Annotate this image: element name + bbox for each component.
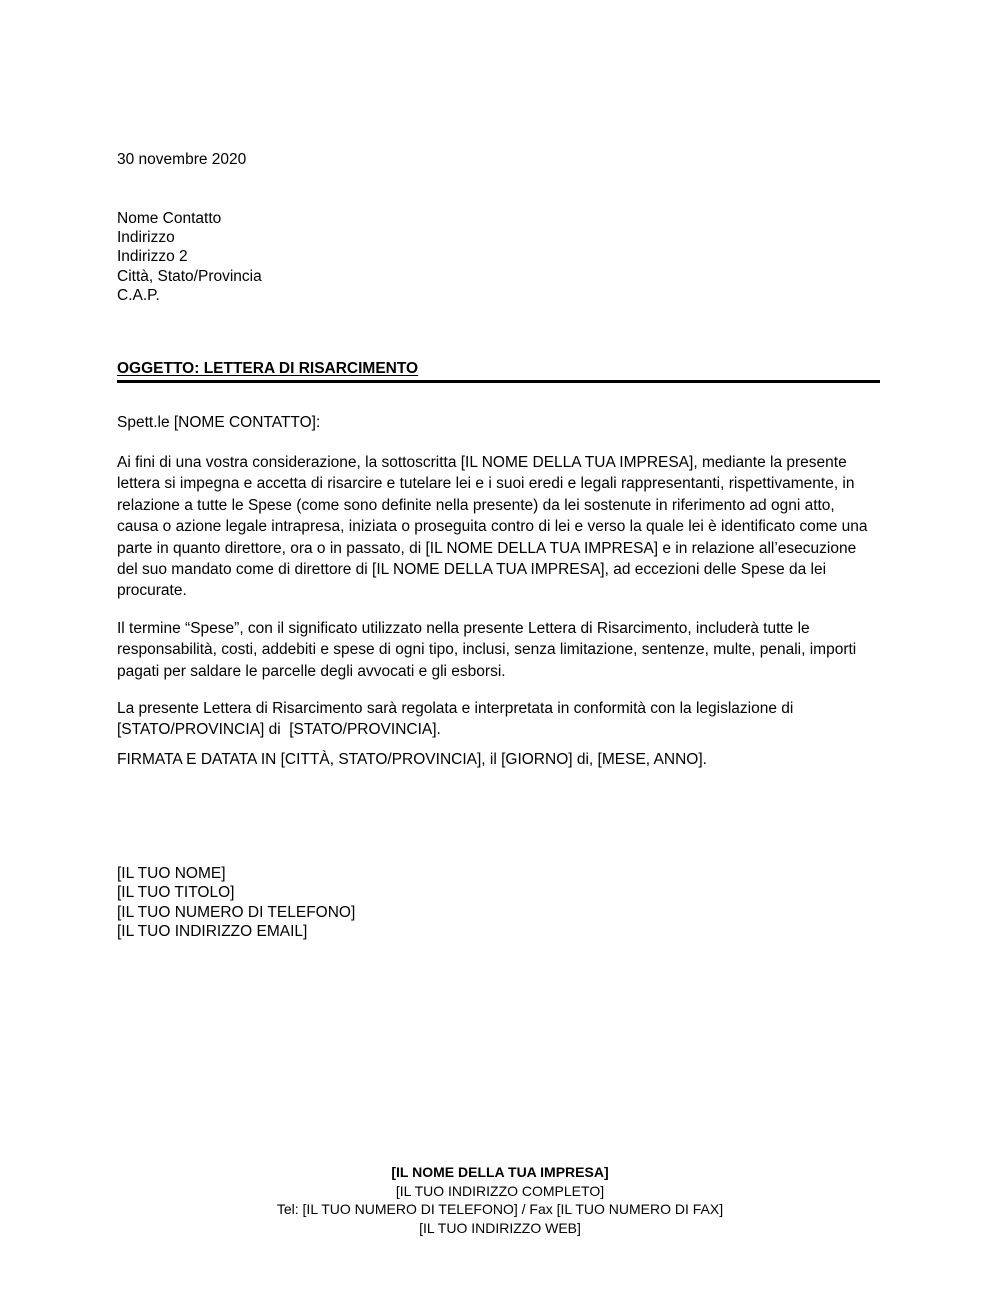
page-footer <box>0 1163 1000 1237</box>
body-paragraph-1: Ai fini di una vostra considerazione, la sottoscritta [IL NOME DELLA TUA IMPRESA], mediante la presente lettera si impegna e accetta di risarcire e tutelare lei e i suoi eredi e legali rappresentanti, rispettivamente, in relazione a tutte le Spese (come sono definite nella presente) da lei sostenute in riferimento ad ogni atto, causa o azione legale intrapresa, iniziata o proseguita contro di lei e verso la quale lei è identificato come una parte in quanto direttore, ora o in passato, di [IL NOME DELLA TUA IMPRESA] e in relazione all’esecuzione del suo mandato come di direttore di [IL NOME DELLA TUA IMPRESA], ad eccezioni delle Spese da lei procurate. <box>117 454 872 600</box>
footer-website: [IL TUO INDIRIZZO WEB] <box>419 1219 581 1236</box>
body-paragraph-3: La presente Lettera di Risarcimento sarà regolata e interpretata in conformità con la legislazione di [STATO/PROVINCIA] di [STATO/PROVINCIA]. <box>117 700 798 739</box>
signed-and-dated-statement: FIRMATA E DATATA IN [CITTÀ, STATO/PROVINCIA], il [GIORNO] di, [MESE, ANNO]. <box>117 751 707 768</box>
signature-phone: [IL TUO NUMERO DI TELEFONO] <box>117 903 356 921</box>
signature-email: [IL TUO INDIRIZZO EMAIL] <box>117 923 308 941</box>
signature-title: [IL TUO TITOLO] <box>117 884 235 902</box>
body-paragraph-2: Il termine “Spese”, con il significato utilizzato nella presente Lettera di Risarcimento, includerà tutte le responsabilità, costi, addebiti e spese di ogni tipo, inclusi, senza limitazione, sentenze, multe, penali, importi pagati per saldare le parcelle degli avvocati e gli esborsi. <box>117 619 861 680</box>
recipient-line-city-state: Città, Stato/Provincia <box>117 267 262 285</box>
recipient-address-block <box>117 209 262 305</box>
footer-company-name: [IL NOME DELLA TUA IMPRESA] <box>391 1164 609 1180</box>
footer-address: [IL TUO INDIRIZZO COMPLETO] <box>395 1182 605 1199</box>
signature-block <box>117 864 355 942</box>
subject-section <box>117 360 880 383</box>
recipient-line-postal-code: C.A.P. <box>117 286 160 304</box>
letter-date: 30 novembre 2020 <box>117 151 247 168</box>
recipient-line-address1: Indirizzo <box>117 229 175 247</box>
recipient-line-name: Nome Contatto <box>117 210 222 227</box>
footer-contact: Tel: [IL TUO NUMERO DI TELEFONO] / Fax [IL TUO NUMERO DI FAX] <box>276 1201 724 1218</box>
salutation: Spett.le [NOME CONTATTO]: <box>117 414 321 431</box>
body-text <box>117 452 877 757</box>
signature-name: [IL TUO NOME] <box>117 865 226 882</box>
subject-horizontal-rule <box>117 380 880 383</box>
subject-heading: OGGETTO: LETTERA DI RISARCIMENTO <box>117 360 419 377</box>
recipient-line-address2: Indirizzo 2 <box>117 248 188 266</box>
